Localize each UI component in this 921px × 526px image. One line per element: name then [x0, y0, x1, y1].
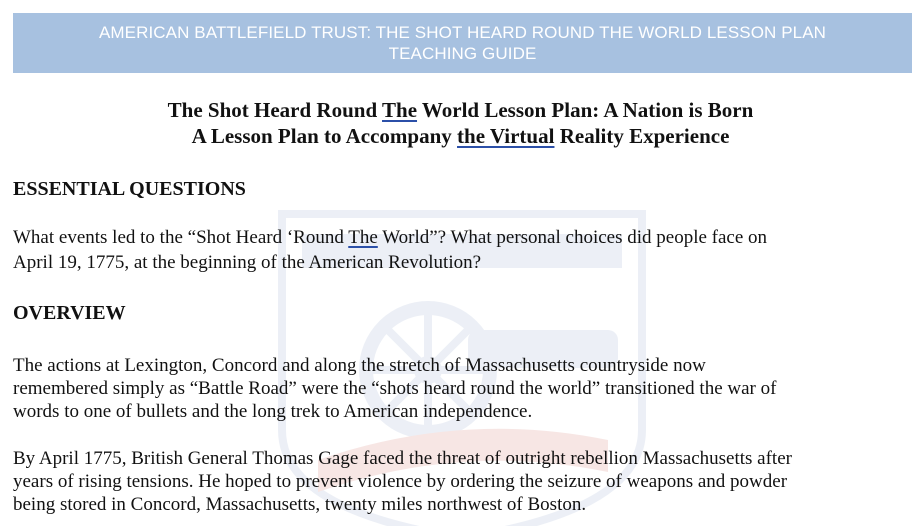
paragraph-text: World”? What personal choices did people face on — [377, 227, 768, 248]
essential-questions-line-1 — [13, 226, 767, 249]
document-title-line-2 — [0, 124, 921, 149]
section-heading-overview: OVERVIEW — [13, 302, 126, 324]
overview-paragraph-1-line-2: remembered simply as “Battle Road” were the “shots heard round the world” transitioned the war of — [13, 378, 777, 399]
section-heading-essential-questions: ESSENTIAL QUESTIONS — [13, 178, 246, 200]
header-title-line-1: AMERICAN BATTLEFIELD TRUST: THE SHOT HEARD ROUND THE WORLD LESSON PLAN — [98, 23, 827, 42]
paragraph-text: What events led to the “Shot Heard ‘Round — [13, 227, 349, 248]
title-underlined-word: The — [382, 98, 418, 122]
document-title-line-1 — [0, 98, 921, 123]
header-title-line-2: TEACHING GUIDE — [388, 44, 537, 63]
title-text: World Lesson Plan: A Nation is Born — [417, 98, 754, 122]
paragraph-underlined-word: The — [348, 227, 378, 248]
overview-paragraph-2-line-3: being stored in Concord, Massachusetts, twenty miles northwest of Boston. — [13, 494, 587, 515]
subtitle-underlined-phrase: the Virtual — [457, 124, 555, 148]
overview-paragraph-2-line-2: years of rising tensions. He hoped to prevent violence by ordering the seizure of weapons and powder — [13, 471, 788, 492]
subtitle-text: Reality Experience — [554, 124, 730, 148]
title-text: The Shot Heard Round — [167, 98, 383, 122]
subtitle-text: A Lesson Plan to Accompany — [191, 124, 458, 148]
document-header-bar — [13, 13, 912, 73]
essential-questions-line-2: April 19, 1775, at the beginning of the American Revolution? — [13, 252, 482, 273]
overview-paragraph-1-line-1: The actions at Lexington, Concord and along the stretch of Massachusetts countryside now — [13, 355, 706, 376]
overview-paragraph-1-line-3: words to one of bullets and the long trek to American independence. — [13, 401, 533, 422]
overview-paragraph-2-line-1: By April 1775, British General Thomas Gage faced the threat of outright rebellion Massachusetts after — [13, 448, 792, 469]
